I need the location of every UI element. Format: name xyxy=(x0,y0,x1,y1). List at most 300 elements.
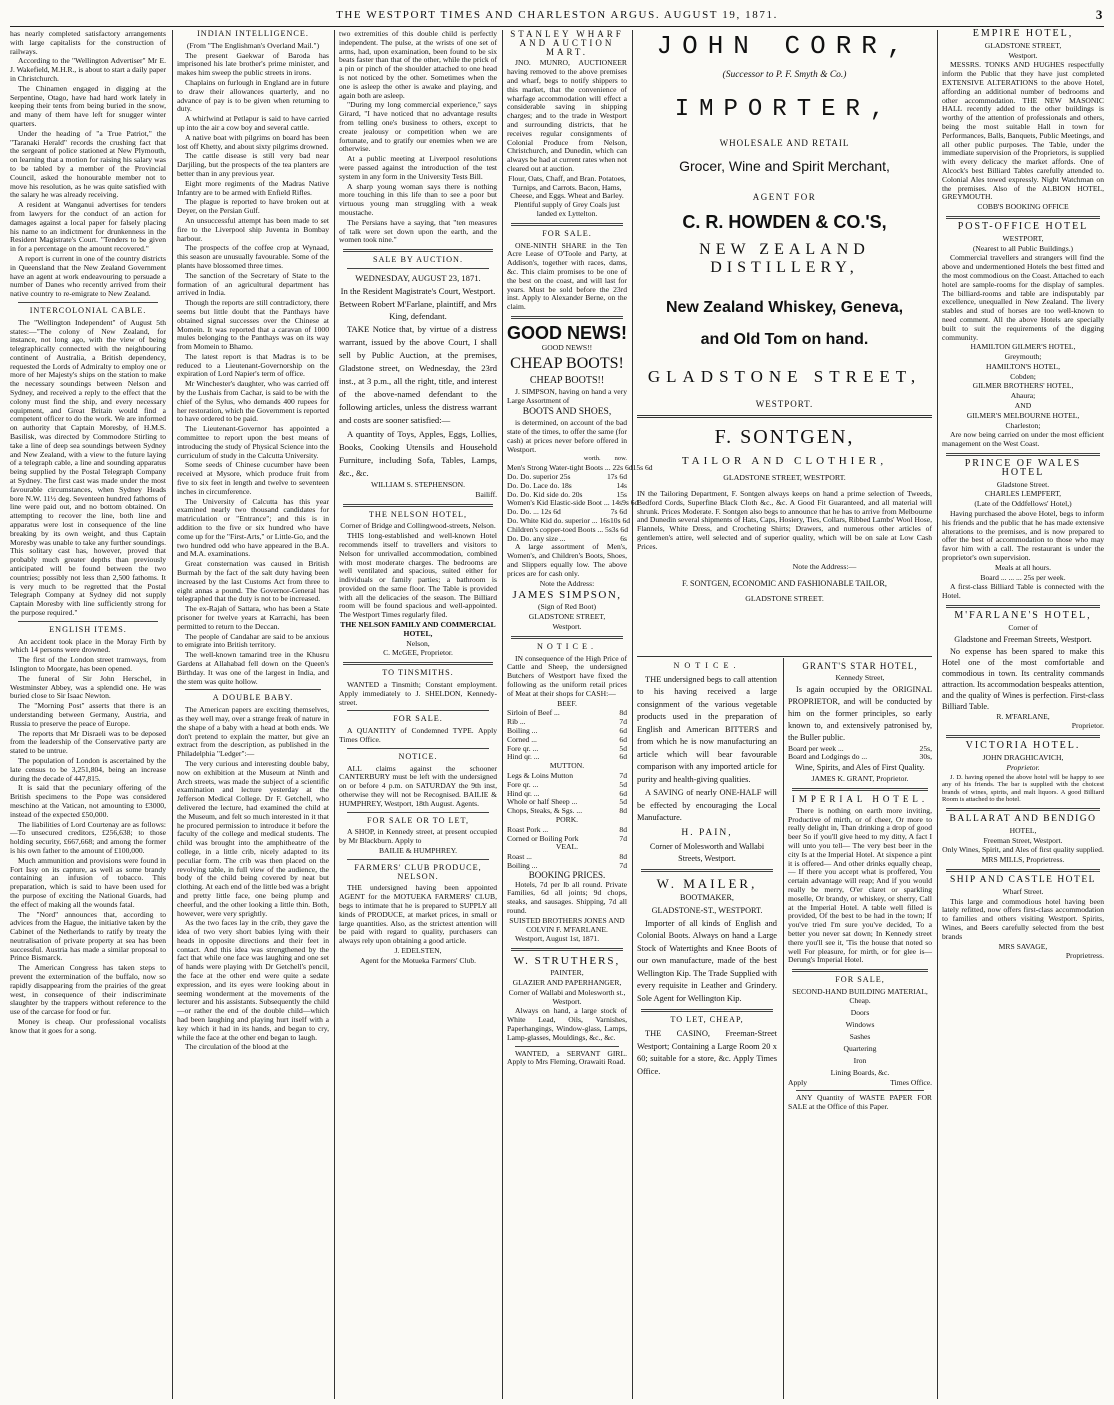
ad-sub: COBB'S BOOKING OFFICE xyxy=(977,202,1069,212)
article-text: The population of London is ascertained by the late census to be 3,251,804, being an increase during the decade of 447,815. xyxy=(10,755,166,783)
article-text: The Lieutenant-Governor has appointed a committee to report upon the best means of introducing the study of Physical Science into the curriculum of study in the Calcutta University. xyxy=(177,424,329,460)
ad-heading: FOR SALE OR TO LET, xyxy=(366,815,470,825)
john-corr-ad xyxy=(637,32,932,652)
ad-heading: BALLARAT AND BENDIGO xyxy=(949,813,1097,824)
ad-sub: GLADSTONE STREET, xyxy=(984,40,1062,50)
ad-heading: FOR SALE. xyxy=(393,714,443,724)
sale-items: A quantity of Toys, Apples, Eggs, Lollies, Books, Cooking Utensils and Household Furniture, including Sofa, Tables, Lamps, &c., &c. xyxy=(339,428,497,478)
ad-body: No expense has been spared to make this Hotel one of the most comfortable and commodious in town. Its centrality commands attraction. Its accommodation bespeaks attention, and the quality of Wines is perfection. First-class Billiard Table. xyxy=(942,646,1104,711)
good-news-headline: GOOD NEWS! xyxy=(507,322,627,343)
ad-sub: Freeman Street, Westport. xyxy=(983,835,1063,845)
ad-heading: M'FARLANE'S HOTEL, xyxy=(954,610,1092,622)
ad-body: A SAVING of nearly ONE-HALF will be effected by encouraging the Local Manufacture. xyxy=(637,788,777,823)
price-list xyxy=(788,745,932,763)
ad-sub: Wine, Spirits, and Ales of First Quality. xyxy=(795,763,925,773)
divider xyxy=(18,621,158,622)
ad-sub: Note the Address: xyxy=(539,578,595,588)
beef-price-label: Rib ... xyxy=(507,717,526,727)
article-text: A whirlwind at Petlapur is said to have carried up into the air a cow boy and several cattle. xyxy=(177,114,329,132)
ad-body: is determined, on account of the bad state of the times, to offer the same (for cash) at prices never before offered in Westport. xyxy=(507,418,627,454)
article-text: The "Nord" announces that, according to advices from the Hague, the initiative taken by the Cabinet of the Netherlands to ratify by treaty the neutralisation of private property at sea has been successful. Austria has made a similar proposal to Prince Bismarck. xyxy=(10,909,166,963)
ad-sub: (Nearest to all Public Buildings.) xyxy=(972,243,1074,253)
ad-body: IN consequence of the High Price of Cattle and Sheep, the undersigned Butchers of Westport have fixed the following as the uniform retail prices of Meat at their shops for CASH:— xyxy=(507,653,627,698)
ad-role: Proprietress. xyxy=(1065,951,1104,961)
ad-body: J. SIMPSON, having on hand a very Large Assortment of xyxy=(507,386,627,405)
article-text: The liabilities of Lord Courtenay are as follows:—To unsecured creditors, £256,638; to those holding security, £667,668; and among the former is his own father to the amount of £100,000. xyxy=(10,819,166,855)
divider xyxy=(343,504,493,507)
ad-body: A first-class Billiard Table is connected with the Hotel. xyxy=(942,582,1104,601)
article-text: The American papers are exciting themselves, as they well may, over a strange freak of nature in the shape of a baby with a head at both ends. We don't pretend to explain the matter, but give an extract from the description, as published in the Philadelphia "Ledger":— xyxy=(177,705,329,759)
ad-body: MESSRS. TONKS AND HUGHES respectfully inform the Public that they have just completed EXTENSIVE ALTERATIONS to the above Hotel, affording an additional number of bedrooms and other accommodation. THE NEW MASONIC HALL recently added to the other buildings is worthy of the attention of professionals and others, being the most suitable Hall in town for Performances, Balls, Banquets, Public Meetings, and all other public purposes. The Table, under the immediate supervision of the Proprietors, is supplied with every delicacy the market affords. One of Alcock's best Billiard Tables carefully attended to. Colonial Ales towed expressly. Night Watchman on the premises. Also of the ALBION HOTEL, GREYMOUTH. xyxy=(942,60,1104,202)
ad-heading: SALE BY AUCTION. xyxy=(372,255,464,265)
sale-parties: Between Robert M'Farlane, plaintiff, and Mrs King, defendant. xyxy=(339,298,497,321)
boot-price-value: 15s 6d xyxy=(632,463,653,473)
divider xyxy=(637,656,932,657)
boot-price-label: Women's Kid Elastic-side Boot ... 14s xyxy=(507,498,623,508)
ad-body: A QUANTITY of Condemned TYPE. Apply Times Office. xyxy=(339,726,497,745)
ad-sub: SECOND-HAND BUILDING MATERIAL, Cheap. xyxy=(792,986,928,1005)
sale-body: TAKE Notice that, by virtue of a distress warrant, issued by the above Court, I shall sell by Public Auction, at the premises, Gladstone street, on Wednesday, the 23rd inst., at 3 p.m., all the right, title, and interest of the above-named defendant to the following articles, unless the distress warrant and costs are sooner satisfied:— xyxy=(339,323,497,425)
ad-sub: Wharf Street. xyxy=(1002,886,1044,896)
ad-body: Having purchased the above Hotel, begs to inform his friends and the public that he has made extensive alterations to the premises, and is now prepared to offer the best of accommodation to those who may favor him with a call. The restaurant is under the proprietor's own supervision. xyxy=(942,509,1104,563)
article-text: The "Wellington Independent" of August 5th states:—"The colony of New Zealand, for instance, not long ago, with the view of being telegraphically connected with the neighbouring continent of Australia, a British dependency, requested the Lords of Admiralty to employ one or more of her Majesty's ships on the station to make the necessary soundings between Nelson and Sydney, and received a reply to the effect that the colony must find the ship, and every necessary equipment, and Great Britain would find a competent officer to do the work. We are informed on authority that Captain Moresby, of H.M.S. Basilisk, was directed by Commodore Stirling to take a line of deep sea soundings between Sydney and New Zealand, with a view to the future laying of a telegraph cable, a line and sounding apparatus being supplied by the Postal Telegraph Company at Sydney. The first cast was made under the most favourable circumstances, when Sydney Heads bore N.W. 11½ deg. Seventeen hundred fathoms of line were paid out, and no bottom obtained. On attempting to recover the line, both line and apparatus were lost in consequence of the line breaking by its own weight, and thus Captain Moresby was unable to take any further soundings. This solitary cast has, however, proved that probably much greater depths than previously anticipated will be found between the two countries; possibly not less than 2,500 fathoms. It is very much to be regretted that the Postal Telegraph Company at Sydney did not supply Captain Moresby with line sufficiently strong for the purpose required." xyxy=(10,317,166,617)
divider xyxy=(343,662,493,665)
ad-sub: HOTEL, xyxy=(1009,825,1037,835)
ad-body: WANTED a Tinsmith; Constant employment. Apply immediately to J. SHELDON, Kennedy-street. xyxy=(339,680,497,707)
ad-body: THE CASINO, Freeman-Street Westport; Containing a Large Room 20 x 60; suitable for a store, &c. Apply Times Office. xyxy=(637,1029,777,1076)
boot-price-label: Children's copper-toed Boots ... 5s xyxy=(507,524,612,534)
board-price-label: Board per week ... xyxy=(788,743,844,753)
meat-list xyxy=(507,853,627,871)
ad-sub: NEW ZEALAND DISTILLERY, xyxy=(699,241,870,276)
article-heading: INDIAN INTELLIGENCE. xyxy=(197,29,309,38)
ad-body: THE undersigned begs to call attention to his having received a large consignment of the various vegetable products used in the preparation of English and American BITTERS and from which he is now manufacturing an article which will bear favourable comparison with any imported article for purity and health-giving qualities. xyxy=(637,674,777,784)
article-text: Some seeds of Chinese cucumber have been received at Mysore, which produce fruit from five to six feet in length and twelve to seventeen inches in circumference. xyxy=(177,460,329,496)
boot-price-label: Do. Do. Lace do. 18s xyxy=(507,480,572,490)
ad-sub: JOHN DRAGHICAVICH, xyxy=(982,753,1064,762)
meat-list xyxy=(507,772,627,816)
cheap-boots-headline: CHEAP BOOTS! xyxy=(510,354,624,372)
ad-date: Westport, August 1st, 1871. xyxy=(515,934,600,944)
sale-item: Quartering xyxy=(843,1043,877,1053)
ad-heading: TO LET, CHEAP, xyxy=(670,1015,744,1025)
article-text: A native boat with pilgrims on board has been lost off Khetty, and about sixty pilgrims drowned. xyxy=(177,132,329,151)
ad-sub: Nelson, xyxy=(406,638,430,648)
article-text: Mr Winchester's daughter, who was carried off by the Lushais from Cachar, is said to be with the chief of the Sylus, who demands 400 rupees for her restoration, which the Government is reported to have ordered to be paid. xyxy=(177,379,329,424)
ad-sub: WESTPORT. xyxy=(755,399,814,409)
article-text: The Persians have a saying, that "ten measures of talk were set down upon the earth, and the women took nine." xyxy=(339,217,497,245)
price-header-now: now. xyxy=(614,455,627,463)
divider xyxy=(641,869,773,872)
ad-sub: Corner of Molesworth and Wallabi Streets, Westport. xyxy=(649,841,765,863)
ad-body: Is again occupied by the ORIGINAL PROPRIETOR, and will be conducted by him on the former principles, so early known to, and extensively patronised by, the Buller public. xyxy=(788,684,932,742)
mutton-price-value: 6d xyxy=(619,788,627,798)
article-text: A sharp young woman says there is nothing more touching in this life than to see a poor but virtuous young man struggling with a weak moustache. xyxy=(339,181,497,217)
ad-body: Commercial travellers and strangers will find the above and undermentioned Hotels the best fitted and the most commodious on the Coast. Attached to each hotel are sample-rooms for the display of samples. The billiard-rooms and table are indisputably par excellence, unequalled in New Zealand. The livery stables and stud of horses are too well-known to need comment. All the above Hotels are specially built to suit the requirements of the digging community. xyxy=(942,253,1104,342)
beef-price-label: Sirloin of Beef ... xyxy=(507,708,560,718)
divider xyxy=(946,735,1100,738)
boot-price-label: Do. Do. superior 25s xyxy=(507,472,571,482)
mutton-price-label: Hind qr. ... xyxy=(507,788,540,798)
ad-heading: THE NELSON HOTEL, xyxy=(368,509,468,519)
beef-price-label: Corned ... xyxy=(507,734,537,744)
item-list xyxy=(788,1007,932,1078)
article-text: It is said that the pecuniary offering of the British specimens to the Pope was considered meschino at the Vatican, not amounting to £3000, instead of the expected £50,000. xyxy=(10,783,166,819)
board-price-value: 25s, xyxy=(919,743,932,753)
ad-sub: Meals at all hours. xyxy=(994,562,1052,572)
meat-heading: MUTTON. xyxy=(549,761,585,771)
article-text: According to the "Wellington Advertiser" Mr E. J. Wakefield, M.H.R., is about to start a daily paper in Christchurch. xyxy=(10,56,166,83)
ad-body: THIS long-established and well-known Hotel recommends itself to travellers and visitors to Nelson for unrivalled accommodation, combined with most moderate charges. The bedrooms are well ventilated and spacious, suited either for individuals or family parties; a bathroom is provided on the same floor. The Table is provided with all the delicacies of the season. The Billiard room will be found spacious and well-appointed. The Westport Times regularly filed. xyxy=(339,531,497,620)
meat-heading: PORK. xyxy=(555,814,579,824)
article-text: The prospects of the coffee crop at Wynaad, this season are unusually favourable. Some of the plants have blossomed three times. xyxy=(177,243,329,270)
ad-heading: NOTICE. xyxy=(673,661,741,670)
ad-body: JNO. MUNRO, AUCTIONEER having removed to the above premises and wharf, begs to notify shippers to this market, that the convenience of wharfage accommodation will effect a considerable saving in shipping charges; and to the trade in Westport and surrounding districts, that he receives regular consignments of Colonial Produce from Nelson, Christchurch, and Dunedin, which can always be had at current rates when not cleared out at auction. xyxy=(507,58,627,173)
ad-sub xyxy=(788,1079,932,1088)
ad-body: IN the Tailoring Department, F. Sontgen always keeps on hand a prime selection of Tweeds, Bedford Cords, Superfine Black Cloth &c., &c. A Good Fit Guaranteed, and all material will shrunk. Prices Moderate. F. Sontgen also begs to announce that he has to arrive from Melbourne and Dunedin several shipments of Hats, Caps, Hosiery, Ties, Collars, Ribbed Lambs' Wool Hose, Flannels, White Dress, and Crocheting Shirts; Drawers, and numerous other articles of gentlemen's attire, well selected and of superior quality, which will be on sale at Low Cash Prices. xyxy=(637,489,932,551)
divider xyxy=(185,689,321,690)
article-text: The cattle disease is still very bad near Darjiling, but the prospects of the tea planters are better than in any previous year. xyxy=(177,151,329,178)
column-2 xyxy=(177,30,329,1399)
boot-price-value: 9s 6d xyxy=(622,498,639,508)
sale-court: In the Resident Magistrate's Court, Westport. xyxy=(340,285,496,296)
article-text: Though the reports are still contradictory, there seems but little doubt that the Panthays have obtained signal successes over the Chinese at Momein. It was reported that a caravan of 1000 mules belonging to the Panthays was on its way from Momein to Bhamo. xyxy=(177,298,329,352)
ad-sub: Corner of xyxy=(1008,622,1038,632)
ad-heading: GRANT'S STAR HOTEL, xyxy=(802,661,918,671)
ad-name: H. PAIN, xyxy=(681,827,733,838)
mutton-price-label: Legs & Loins Mutton xyxy=(507,770,574,780)
ad-sub: BOOTS AND SHOES, xyxy=(522,407,612,418)
ad-heading: PRINCE OF WALES HOTEL xyxy=(964,458,1082,478)
sale-item: Iron xyxy=(853,1055,867,1065)
column-4 xyxy=(507,29,653,1399)
ad-name: W. STRUTHERS, xyxy=(513,955,621,968)
article-text: The latest report is that Madras is to be reduced to a Lieutenant-Governorship on the expiration of Lord Napier's term of office. xyxy=(177,351,329,379)
meat-heading: BEEF. xyxy=(557,698,577,708)
ad-heading: FOR SALE, xyxy=(835,975,885,985)
page-number: 3 xyxy=(1095,7,1104,22)
column-1 xyxy=(10,30,166,1399)
article-text: The University of Calcutta has this year examined nearly two thousand candidates for matriculation or "Entrance"; and this is in addition to the five or six hundred who have come up for the "First-Arts," or Little-Go, and the two hundred odd who have appeared in the B.A. and M.A. examinations. xyxy=(177,496,329,559)
column-3 xyxy=(339,30,497,1399)
column-rule xyxy=(783,658,784,1399)
divider xyxy=(946,605,1100,608)
ad-heading: STANLEY WHARF AND AUCTION MART. xyxy=(510,29,624,57)
article-text: The American Congress has taken steps to prevent the extermination of the buffalo, now so rapidly disappearing from the prairies of the great west, in consequence of their indiscriminate slaughter by the trappers without reference to the use of the carcase for food or fur. xyxy=(10,963,166,1017)
board-price-row xyxy=(788,753,932,762)
ad-sub: GLADSTONE STREET, WESTPORT. xyxy=(723,473,846,482)
article-text: The first of the London street tramways, from Islington to Moorgate, has been opened. xyxy=(10,655,166,673)
article-text: The plague is reported to have broken out at Deyer, on the Persian Gulf. xyxy=(177,197,329,216)
ad-sub: Corner of Wallabi and Molesworth st., Westport. xyxy=(508,987,626,1006)
article-text: Money is cheap. Our professional vocalists know that it goes for a song. xyxy=(10,1017,166,1035)
ad-sub: Note the Address:— xyxy=(792,561,857,571)
ad-signature: BAILIE & HUMPHREY. xyxy=(378,846,458,856)
ad-sub: GLAZIER AND PAPERHANGER, xyxy=(512,977,622,987)
column-rule xyxy=(172,30,173,1399)
article-text: Under the heading of "a True Patriot," the "Taranaki Herald" records the crushing fact that the sergeant of police stationed at New Plymouth, on learning that a motion for raising his salary was to be tabled by a member of the Provincial Council, asked the honourable member not to move his resolution, as he was quite satisfied with the salary he was already receiving. xyxy=(10,128,166,200)
divider xyxy=(792,788,928,791)
ad-signature: R. M'FARLANE, xyxy=(996,711,1050,721)
ad-sub: Corner of Bridge and Collingwood-streets, Nelson. xyxy=(340,521,496,531)
divider xyxy=(792,969,928,972)
ad-sub: Proprietor. xyxy=(1006,762,1040,772)
ad-sub: BOOTMAKER, xyxy=(680,892,734,902)
divider xyxy=(511,223,623,226)
column-rule xyxy=(632,30,633,1399)
beef-price-label: Fore qr. ... xyxy=(507,743,539,753)
ad-sub: Charleston; xyxy=(1005,420,1041,430)
beef-price-value: 8d xyxy=(619,708,627,718)
pork-price-label: Roast Pork ... xyxy=(507,824,549,834)
article-text: The "Morning Post" asserts that there is an understanding between Germany, Austria, and Russia to preserve the peace of Europe. xyxy=(10,701,166,728)
ad-sub: GILMER'S MELBOURNE HOTEL, xyxy=(966,410,1080,420)
mutton-price-label: Fore qr. ... xyxy=(507,779,539,789)
divider xyxy=(511,948,623,951)
divider xyxy=(347,268,489,269)
divider xyxy=(641,1009,773,1012)
ad-heading: POST-OFFICE HOTEL xyxy=(957,220,1089,232)
price-header-worth: worth. xyxy=(583,455,601,463)
beef-price-label: Hind qr. ... xyxy=(507,752,540,762)
mutton-price-label: Whole or half Sheep ... xyxy=(507,797,578,807)
ad-body: Hotels, 7d per lb all round. Private Families, 6d all joints; 9d chops, steaks, and sausages. Shipping, 7d all round. xyxy=(507,879,627,915)
mutton-price-value: 5d xyxy=(619,797,627,807)
masthead-title: THE WESTPORT TIMES AND CHARLESTON ARGUS. AUGUST 19, 1871. xyxy=(336,9,778,21)
ad-signature: J. EDELSTEN, xyxy=(394,945,442,955)
article-text: Eight more regiments of the Madras Native Infantry are to be armed with Enfield Rifles. xyxy=(177,178,329,197)
divider xyxy=(946,808,1100,811)
divider xyxy=(796,1090,924,1091)
ad-heading: VICTORIA HOTEL. xyxy=(965,740,1081,752)
ad-body: ALL claims against the schooner CANTERBURY must be left with the undersigned on or before 4 p.m. on SATURDAY the 9th inst, otherwise they will not be Recognised. BAILIE & HUMPHREY, Westport, 18th August. Agents. xyxy=(339,763,497,808)
veal-price-label: Boiling ... xyxy=(507,860,538,870)
article-text: Much ammunition and provisions were found in Fort Issy on its capture, as well as some brandy containing an infusion of tobacco. This preparation, which is said to have been used for the purpose of exciting the National Guards, had the effect of making all the wounds fatal. xyxy=(10,855,166,909)
divider xyxy=(343,249,493,252)
mutton-price-value: 8d xyxy=(619,806,627,816)
ad-sub: TAILOR AND CLOTHIER, xyxy=(681,455,888,467)
column-rule xyxy=(502,30,503,1399)
divider xyxy=(347,710,489,711)
article-heading: INTERCOLONIAL CABLE. xyxy=(29,305,147,315)
boot-price-label: Men's Strong Water-tight Boots ... 22s 6d xyxy=(507,463,633,473)
column-rule xyxy=(334,30,335,1399)
sale-role: Bailiff. xyxy=(475,489,497,499)
sale-date: WEDNESDAY, AUGUST 23, 1871. xyxy=(355,272,481,283)
price-list xyxy=(507,463,653,543)
ad-body: A SHOP, in Kennedy street, at present occupied by Mr Blackburn. Apply to xyxy=(339,827,497,846)
ad-sub: HAMILTON GILMER'S HOTEL, xyxy=(970,342,1076,352)
ad-body: ONE-NINTH SHARE in the Ten Acre Lease of O'Toole and Party, at Addison's, together with races, dams, &c. This claim promises to be one of the best on the coast, and will last for years. Must be sold before the 23rd inst. Apply to Alexander Berne, on the claim. xyxy=(507,240,627,312)
ad-signature: JAMES K. GRANT, Proprietor. xyxy=(811,774,909,784)
beef-price-label: Boiling ... xyxy=(507,726,538,735)
article-heading: ENGLISH ITEMS. xyxy=(49,624,127,634)
ad-sub: GLADSTONE STREET. xyxy=(745,593,824,603)
ad-sub: PAINTER, xyxy=(550,968,584,978)
ad-name: F. SONTGEN, xyxy=(714,426,855,448)
ad-sub: Westport. xyxy=(1008,50,1038,60)
column-5 xyxy=(637,662,777,1399)
boot-price-value: 6s xyxy=(620,533,627,543)
ad-name: JOHN CORR, xyxy=(656,31,913,61)
article-text: The funeral of Sir John Herschel, in Westminster Abbey, was a splendid one. He was buried close to Sir Isaac Newton. xyxy=(10,673,166,701)
ad-sub: WESTPORT, xyxy=(1002,233,1044,243)
ad-sub: F. SONTGEN, ECONOMIC AND FASHIONABLE TAILOR, xyxy=(682,578,887,588)
mutton-price-label: Chops, Steaks, & Sgs. ... xyxy=(507,806,583,816)
sale-item: Doors xyxy=(850,1007,870,1017)
meat-heading: VEAL. xyxy=(555,842,579,852)
ad-sub: and Old Tom on hand. xyxy=(700,331,869,348)
ad-name: JAMES SIMPSON, xyxy=(512,589,622,602)
ad-role: Proprietor. xyxy=(1071,721,1104,731)
ad-sub: New Zealand Whiskey, Geneva, xyxy=(665,299,904,316)
ad-sub: Cobden; xyxy=(1010,371,1036,381)
apply-label: Apply xyxy=(788,1077,807,1087)
boot-price-label: Do. Do. Kid side do. 20s xyxy=(507,489,583,499)
ad-body: Are now being carried on under the most efficient management on the West Coast. xyxy=(942,430,1104,449)
article-text: The well-known tamarind tree in the Khusru Gardens at Allahabad fell down on the Queen's Birthday. It was one of the largest in India, and the stem was quite hollow. xyxy=(177,650,329,686)
ad-sub: AGENT FOR xyxy=(752,192,817,202)
ad-sub: Ahaura; xyxy=(1010,391,1036,401)
divider xyxy=(511,636,623,639)
article-text: As the two faces lay in the crib, they gave the idea of two very short babies lying with their heads in opposite directions and their feet in contact. And this idea was strengthened by the fact that while one face was laughing and one set of hands were playing with Dr Getchell's pencil, the face at the other end were quite a sedate expression, and its eyes were looking about in seeming wonderment at the movements of the lecturer and his assistants. Subsequently the child—or rather the end of the double child—which had been laughing and playing hurt itself with a key which it had in its hands, and began to cry, while the face at the other end began to laugh. xyxy=(177,918,329,1042)
masthead xyxy=(10,4,1104,27)
ad-body: Only Wines, Spirit, and Ales of first quality supplied. xyxy=(942,845,1104,855)
ad-body: THE undersigned having been appointed AGENT for the MOTUEKA FARMERS' CLUB, begs to intimate that he is prepared to SUPPLY all kinds of PRODUCE, at market prices, in small or large quantities. Also, as the strictest attention will be paid with regard to quality, purchasers can always rely upon obtaining a good article. xyxy=(339,883,497,946)
article-text: An accident took place in the Moray Firth by which 14 persons were drowned. xyxy=(10,636,166,655)
ad-sub: Gladstone Street. xyxy=(996,479,1050,489)
ad-sub: (Late of the Oddfellows' Hotel,) xyxy=(974,499,1072,509)
ad-name: C. R. HOWDEN & CO.'S, xyxy=(682,212,887,232)
boot-price-label: Do. Do. any size ... xyxy=(507,533,566,543)
mutton-price-value: 5d xyxy=(619,779,627,789)
ad-signature: MRS SAVAGE, xyxy=(998,941,1048,951)
sale-item: Sashes xyxy=(849,1031,871,1041)
article-heading: A DOUBLE BABY. xyxy=(212,693,294,703)
ad-role: Agent for the Motueka Farmers' Club. xyxy=(359,955,477,965)
ad-body: Always on hand, a large stock of White Lead, Oils, Varnishes, Paperhangings, Window-glass, Lamps, Lamp-glasses, Mouldings, &c., &c. xyxy=(507,1006,627,1042)
column-7 xyxy=(942,30,1104,1399)
article-text: has nearly completed satisfactory arrangements with large capitalists for the construction of railways. xyxy=(10,29,166,56)
article-text: The circulation of the blood at the xyxy=(185,1042,289,1052)
ad-list: Flour, Oats, Chaff, and Bran. Potatoes, Turnips, and Carrots. Bacon, Hams, Cheese, and Eggs. Wheat and Barley. Plentiful supply of Grey Coals just landed ex Lyttelton. xyxy=(508,173,626,218)
ad-heading: SHIP AND CASTLE HOTEL xyxy=(950,874,1096,885)
ad-body: Importer of all kinds of English and Colonial Boots. Always on hand a Large Stock of Watertights and Knee Boots of our own manufacture, made of the best Wellington Kip. The Trade Supplied with every requisite in Leather and Grindery. Sole Agent for Wellington Kip. xyxy=(637,918,777,1003)
article-text: Great consternation was caused in British Burmah by the fact of the salt duty having been increased by the last Customs Act from three to eight annas a pound. The Governor-General has telegraphed that the duty is not to be increased. xyxy=(177,559,329,604)
ad-heading: FOR SALE. xyxy=(542,228,592,238)
ad-signature: MRS MILLS, Proprietress. xyxy=(981,855,1065,865)
sale-signature: WILLIAM S. STEPHENSON. xyxy=(370,479,466,489)
ad-sub: Westport. xyxy=(552,622,582,632)
article-text: An unsuccessful attempt has been made to set fire to the Liverpool ship Juventa in Bombay harbour. xyxy=(177,215,329,243)
beef-price-value: 6d xyxy=(619,734,627,744)
boot-price-value: 15s xyxy=(616,489,627,499)
column-rule xyxy=(937,30,938,1399)
beef-price-value: 5d xyxy=(619,743,627,753)
article-text: The present Gaekwar of Baroda has imprisoned his late brother's prime minister, and makes him sweep the public streets in irons. xyxy=(177,50,329,78)
ad-name: W. MAILER, xyxy=(656,875,758,891)
ad-heading: NOTICE. xyxy=(536,641,598,651)
ad-heading: NOTICE. xyxy=(398,751,438,761)
ad-body: This large and commodious hotel having been lately refitted, now offers first-class accommodation to families and others visiting Westport. Spirits, Wines, and Beers carefully selected from the best brands xyxy=(942,896,1104,941)
ad-heading: BOOKING PRICES. xyxy=(528,869,606,880)
ad-heading: TO TINSMITHS. xyxy=(382,668,454,678)
article-text: The ex-Rajah of Sattara, who has been a State prisoner for twelve years at Karrachi, has been permitted to return to the Deccan. xyxy=(177,604,329,631)
ad-sub: (Successor to P. F. Smyth & Co.) xyxy=(722,70,847,80)
sale-item: Windows xyxy=(845,1019,875,1029)
article-text: The very curious and interesting double baby, now on exhibition at the Museum at Ninth and Arch streets, was made the subject of a scientific examination and lecture yesterday at the Jefferson Medical College. Dr F. Getchell, who delivered the lecture, had examined the child at the Museum, and felt so much interested in it that he procured permission to introduce it before the faculty of the college and medical students. The child was brought into the amphitheatre of the college, in a little crib, nicely adapted to its peculiar form. The crib was then placed on the revolving table, in full view of the audience, the body of the child being covered by neat but clothing. At each end of the little bed was a bright and pretty little face, one being plump and cheerful, and the other looking a little thin. Both, however, were very sprightly. xyxy=(177,758,329,918)
ad-sub: HAMILTON'S HOTEL, xyxy=(986,361,1060,371)
ad-sub: Kennedy Street, xyxy=(835,672,885,682)
ad-body: WANTED, a SERVANT GIRL. Apply to Mrs Fleming, Orawaiti Road. xyxy=(507,1048,627,1067)
ad-sub: Board ... ... ... 25s per week. xyxy=(980,572,1066,582)
article-text: The reports that Mr Disraeli was to be deposed from the leadership of the Conservative party are stated to be untrue. xyxy=(10,728,166,756)
divider xyxy=(347,748,489,749)
mutton-price-value: 7d xyxy=(619,770,627,780)
divider xyxy=(946,869,1100,872)
divider xyxy=(946,216,1100,219)
board-price-value: 30s, xyxy=(919,752,932,762)
ad-sub: GLADSTONE-ST., WESTPORT. xyxy=(651,905,763,915)
ad-sub: WHOLESALE AND RETAIL xyxy=(719,138,850,148)
ad-sub: CHEAP BOOTS!! xyxy=(529,374,605,386)
ad-heading: FARMERS' CLUB PRODUCE, NELSON. xyxy=(354,862,482,881)
pork-price-label: Corned or Boiling Pork xyxy=(507,833,579,843)
boot-price-value: 10s 6d xyxy=(610,516,631,526)
ad-body: There is nothing on earth more inviting, Productive of mirth, or of cheer, Or more to really delight in, Than drinking a drop of good beer So if you'll give heed to my ditty, A fact I will unto you tell— The very best beer in the city Is at the Imperial Hotel. At sixpence a pint it is offered— And other drinks equally cheap,— If there you accept what is proffered, You certain advantage will reap; And if you would really be merry, O'er claret or sparkling moselle, Or brandy, or whiskey, or sherry, Call at the Imperial Hotel. A table well filled is provided, Of the best to be had in the town; If you've tried I'm sure you've decided, To a better you never sat down; In Kennedy street there you'll see it, 'Tis the house that noted so well For pleasure, for mirth, or for glee is— Derung's Imperial Hotel. xyxy=(788,805,932,965)
meat-list xyxy=(507,826,627,844)
article-text: At a public meeting at Liverpool resolutions were passed against the introduction of the test system in any form in the University Tests Bill. xyxy=(339,154,497,181)
pork-price-value: 7d xyxy=(619,833,627,843)
article-text: The Chinamen engaged in digging at the Serpentine, Otago, have had hard work lately in keeping their tents from being buried in the snow, and many of them have left for snugger winter quarters. xyxy=(10,83,166,128)
ad-signature: SUISTED BROTHERS JONES AND COLVIN F. M'FARLANE. xyxy=(509,915,625,934)
ad-sub: (Sign of Red Boot) xyxy=(537,602,596,612)
office-label: Times Office. xyxy=(890,1077,932,1087)
article-text: two extremities of this double child is perfectly independent. The pulse, at the wrists of one set of arms, had, upon examination, been found to be six beats faster than that of the other, while the prick of a pin or pinch of the shoulder attached to one head is not noticed by the other. Sometimes when the one is asleep the other is awake and playing, and again both are asleep. xyxy=(339,29,497,100)
ad-sub: Gladstone and Freeman Streets, Westport. xyxy=(954,634,1092,644)
article-text: The sanction of the Secretary of State to the formation of an agricultural department has arrived in India. xyxy=(177,270,329,298)
ad-body: J. D. having opened the above hotel will be happy to see any of his friends. The bar is supplied with the choicest brands of wines, spirits, and malt liquors. A good Billiard Room is attached to the hotel. xyxy=(942,773,1104,804)
divider xyxy=(946,453,1100,456)
article-text: "During my long commercial experience," says Girard, "I have noticed that no advantage results from telling one's business to others, except to create jealousy or competition when we are fortunate, and to gratify our enemies when we are otherwise. xyxy=(339,100,497,154)
divider xyxy=(515,1046,619,1047)
divider xyxy=(18,302,158,303)
pork-price-value: 8d xyxy=(619,824,627,834)
ad-sub: AND xyxy=(1014,401,1032,411)
divider xyxy=(511,316,623,319)
article-text: A report is current in one of the country districts in Queensland that the New Zealand Government have an agent at work endeavouring to persuade a number of Danes who recently arrived from their native country to re-emigrate to New Zealand. xyxy=(10,253,166,299)
article-text: The people of Candahar are said to be anxious to emigrate into British territory. xyxy=(177,631,329,650)
veal-price-value: 7d xyxy=(619,860,627,870)
board-price-label: Board and Lodgings do ... xyxy=(788,752,868,762)
ad-sub: GLADSTONE STREET, xyxy=(528,612,606,622)
ad-sub: CHARLES LEMPFERT, xyxy=(984,489,1062,499)
veal-price-label: Roast ... xyxy=(507,852,532,862)
ad-sub: Grocer, Wine and Spirit Merchant, xyxy=(679,158,890,174)
ad-sub: GOOD NEWS!! xyxy=(541,342,593,352)
beef-price-value: 6d xyxy=(619,752,627,762)
ad-name: IMPORTER, xyxy=(674,96,895,123)
ad-body: A large assortment of Men's, Women's, and Children's Boots, Shoes, and Slippers equally low. The above prices are for cash only. xyxy=(507,542,627,578)
article-text: Chaplains on furlough in England are in future to draw their allowances quarterly, and no advance of pay is to be given when returning to duty. xyxy=(177,77,329,114)
column-6 xyxy=(788,662,932,1399)
divider xyxy=(347,812,489,813)
ad-proprietor: C. McGEE, Proprietor. xyxy=(383,648,453,658)
beef-price-value: 6d xyxy=(619,726,627,735)
ad-heading: THE NELSON FAMILY AND COMMERCIAL HOTEL, xyxy=(340,620,496,638)
boot-price-label: Do. White Kid do. superior ... 16s xyxy=(507,516,610,526)
sale-item: Lining Boards, &c. xyxy=(830,1067,890,1077)
